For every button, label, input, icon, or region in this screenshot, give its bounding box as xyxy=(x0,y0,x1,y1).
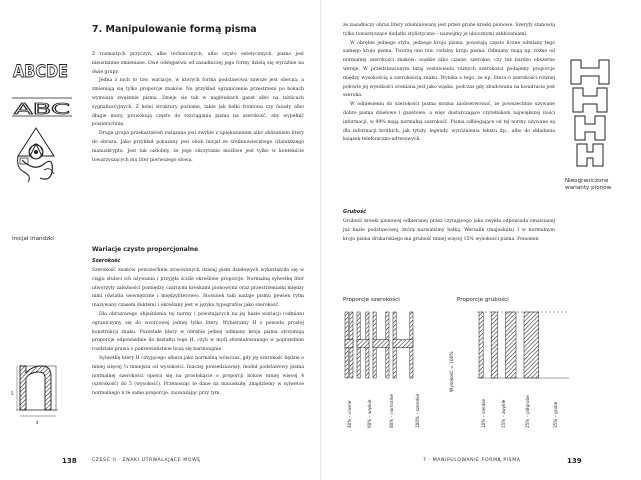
thickness-label-15: 15% – zwykłe xyxy=(501,399,506,428)
sub-heading-grubosc: Grubość xyxy=(343,209,367,215)
right-page xyxy=(320,0,641,480)
section-heading: Wariacje czysto proporcjonalne xyxy=(92,246,199,253)
thickness-bar-25 xyxy=(506,312,517,378)
right-text xyxy=(343,22,555,145)
height-label: Wysokość = 100% xyxy=(450,351,455,392)
section-text xyxy=(92,267,304,399)
specimen-abc xyxy=(12,96,72,118)
width-label-60: 60% – wąskie xyxy=(367,399,372,428)
n-dimension-height: 5 xyxy=(11,391,14,396)
chapter-title: 7. Manipulowanie formą pisma xyxy=(92,24,257,35)
width-proportions-diagram xyxy=(343,309,439,381)
sub-heading-szerokosc: Szerokość xyxy=(92,258,121,264)
variant-h-stack xyxy=(567,58,613,168)
intro-paragraph: Druga grupa przekształceń związana jest zwykle z upiększaniem albo zbliżaniem litery do obrazu. Jako przykład pokazany jest obok inicjał ze średniowiecznego irlandzkiego manuskryptu. Jest tak ozdobny, że jego odczytanie możliwe jest tylko w kontekście towarzyszących mu liter pierwszego słowa. xyxy=(92,131,304,163)
width-bar-60 xyxy=(357,312,369,378)
grubosc-paragraph: Grubość kreski pionowej odbieranej przez czytającego jako zwykła odpowiada omawianej już bazie podstawowej, którą nazwaliśmy bełką. Wersalik (majuskuła) I w normalnym kroju pisma drukarskiego ma grubość mniej więcej 15% wysokości pisma. Fenomen xyxy=(343,219,555,242)
width-diagram-title: Proporcje szerokości xyxy=(343,297,400,303)
left-page xyxy=(0,0,320,480)
specimen-abcde-text: ABCDE xyxy=(13,62,68,82)
page-number-left: 138 xyxy=(62,457,77,465)
n-dimension-width: 4 xyxy=(36,420,39,425)
thickness-bar-15 xyxy=(491,312,497,378)
intro-paragraph: Jedna z nich to tzw. wariacje, w których forma podstawowa zawsze jest obecna, a zmieniają się tylko proporcje znaków. Na przykład ograniczenie przestrzeni po bokach wymusza zwężenie pisma. Dzieje się tak w nagłówkach gazet albo na tablicach sygnalizacyjnych. Z kolei struktury poziome, takie jak belki frontonu czy fasady albo długie mury, prowokują często do rozciągania pisma na szerokość, aby wypełnić powierzchnię. xyxy=(92,78,304,128)
footer-left: CZĘŚĆ II · ZNAKI UTRWALAJĄCE MOWĘ xyxy=(92,458,201,463)
footer-right: 7 · MANIPULOWANIE FORMĄ PISMA xyxy=(423,458,521,463)
caption-variants: Nieograniczone warianty pionów xyxy=(565,178,612,191)
thickness-label-25: 25% – półgrube xyxy=(525,395,530,428)
width-bar-40 xyxy=(345,312,353,378)
minuscule-n-figure xyxy=(14,364,60,422)
width-label-40: 40% – ciasne xyxy=(347,400,352,428)
right-paragraph: że zasadniczy obraz litery zdominowany jest przez grube kreski pionowe. Szeryfy stanowią tylko towarzyszące dodatki stylistyczne – nazwijmy je ubocznymi zakłóceniami. xyxy=(343,23,555,37)
intro-text xyxy=(92,51,304,165)
thickness-label-10: 10% – cienkie xyxy=(481,399,486,428)
width-label-100: 100% – szerokie xyxy=(415,393,420,428)
thickness-bar-10 xyxy=(479,312,483,378)
section-paragraph: Sylwetkę litery H cztyjącego albera jako normalną wówczas, gdy jej szerokość będzie o mniej więcej ¼ mniejsza od wysokości. Inaczej powiedziawszy, moduł podstawowy pisma normalnej szerokości opiera się na prostokącie o proporcji boków mniej więcej 4 (szerokość) do 5 (wysokość). Przenosząc te dane na minuskułę, znajdziemy w sylwetce normalnego n te same proporcje, zauważając przy tym, xyxy=(92,355,304,397)
width-bar-100 xyxy=(393,312,413,378)
thickness-proportions-diagram xyxy=(477,309,571,381)
irish-initial-illustration xyxy=(14,126,58,184)
thickness-bar-35 xyxy=(524,312,539,378)
thickness-label-35: 35% – grube xyxy=(553,401,558,428)
right-paragraph: W obrębie jednego stylu, jednego kroju pisma, powstają często liczne odmiany tego samego kroju pisma. Tworzą one tzw. rodziny kroju pisma. Odmiany mają np. różne od normalnej szerokości znaków: wąskie albo ciasne, szerokie, czy też bardzo obszerne wersje. W przedstawionym tutaj zestawieniu różnych szerokości podajemy proporcje między wysokością a szerokością znaku. Wynika z tego, że np. litera o szerokości równej połowie jej wysokości oceniana jest jako wąska, podczas gdy zbudowana na kwadracie jest szeroka. xyxy=(343,40,555,99)
width-bar-80 xyxy=(373,312,389,378)
intro-paragraph: Z rozmaitych przyczyn, albo technicznych, albo czysto estetycznych, pismo jest nieustannie zmieniane. Owe odstępstwa od zasadniczej jego formy dzielą się wyraźnie na dwie grupy. xyxy=(92,52,304,75)
right-paragraph: W odniesieniu do szerokości pisma można zaobserwować, że powszechnie używane dobre pisma dziełowe i gazetowe, a więc dostarczające czytelnikom największej ilości informacji, w 99% mają normalną szerokość. Pisma odbiegające od tej normy używane są dla informacji krótkich, jak tytuły, legendy, wyróżnienia tekstu itp., albo do składania książek telefoniczno-adresowych. xyxy=(343,102,555,143)
section-paragraph: Szerokość znaków powszechnie stosowanych dzisiaj pism dziełowych wykształciła się w ciągu stuleci ich używania i przyjęła ściśle określone proporcje. Normalną sylwetkę liter utworzyły zależności pomiędzy czarnymi kreskami pionowymi oraz przestrzeniami między nimi (światła wewnętrzne i międzyliterowe). Stosunek taki nadaje pismu pewien rytm (nazywany czasem duktem) i określany jest w języku typografów jako szerokość. xyxy=(92,268,304,309)
section-paragraph: Dla obrazowego objaśnienia tej normy i powstających na jej bazie wariacji (odmian) ograniczymy się do wzorcowej jednej tylko litery. Wybieramy H z powodu prostej konstrukcji znaku. Pozostałe litery w obrębie jednej odmiany kroju pisma otrzymują proporcje odpowiednie do kształtu tego H, czyli w myśl sformułowanego w poprzednim rozdziale prawa o pokrewieństwie liczą się harmonijnie. xyxy=(92,311,304,353)
grubosc-text xyxy=(343,218,555,244)
caption-irish-initial: Inicjał irlandzki xyxy=(12,236,54,242)
thickness-diagram-title: Proporcje grubości xyxy=(457,297,509,303)
page-number-right: 139 xyxy=(567,457,582,465)
specimen-abc-text: ABC xyxy=(14,100,70,118)
width-label-80: 80% – normalne xyxy=(389,394,394,428)
specimen-abcde xyxy=(12,56,70,82)
